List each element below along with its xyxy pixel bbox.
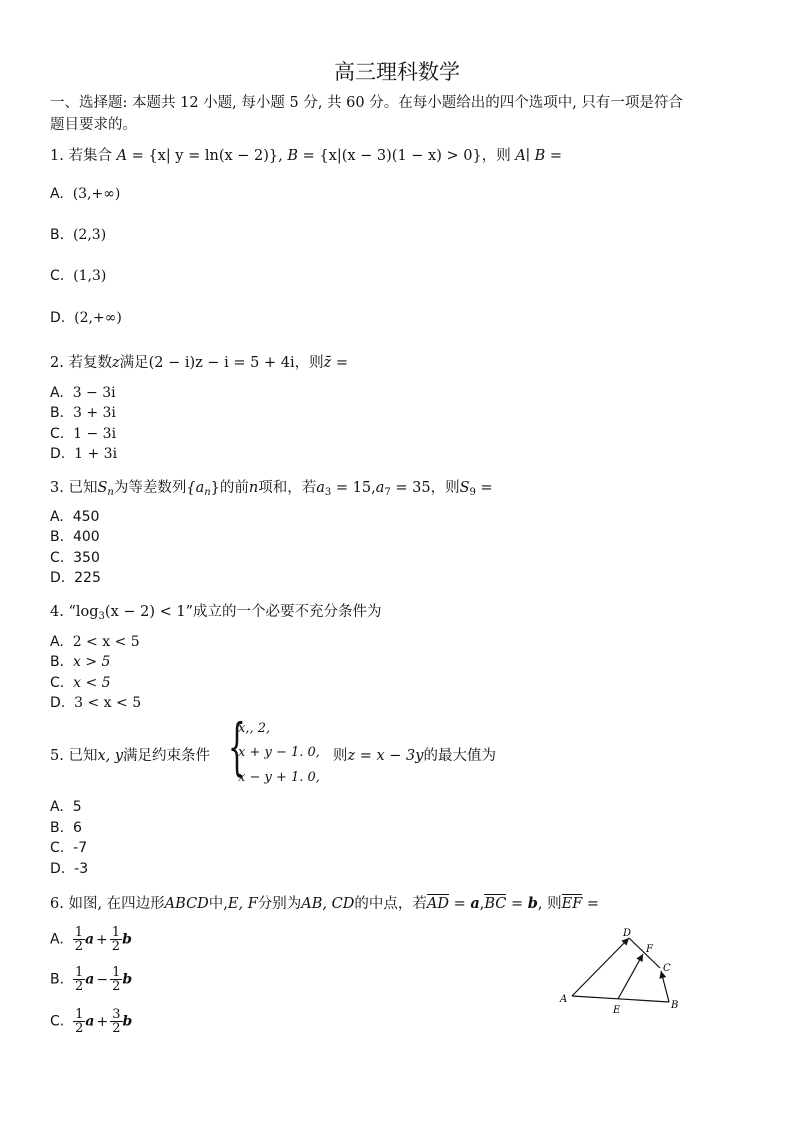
label-d: D [623, 928, 632, 939]
question-3: 3. 已知$S_n$为等差数列$\{a_n\}$的前n项和，若$a_3 = 15,a_7 = 35$，则$S_9$ = [50, 480, 493, 498]
question-1 [50, 144, 562, 165]
q3-option-b: B. 400 [50, 529, 100, 545]
segment-bc [661, 971, 669, 1002]
segment-dc [629, 938, 660, 968]
segment-ef [618, 954, 643, 999]
q4-option-c: C. x < 5 [50, 675, 111, 691]
segment-ad [572, 938, 629, 996]
q2-option-a: A. 3 − 3i [50, 385, 116, 401]
q3-option-d: D. 225 [50, 570, 101, 586]
q1-ask: ，则 [481, 148, 511, 164]
q2-variable-z: z [111, 355, 120, 371]
segment-ab [572, 996, 669, 1002]
q4-option-b: B. x > 5 [50, 654, 111, 670]
question-2: 2. 若复数z满足(2 − i)z − i = 5 + 4i，则z̄ = [50, 355, 349, 371]
vector-ef: EF [561, 896, 583, 912]
section-heading-line1: 一、选择题: 本题共 12 小题, 每小题 5 分, 共 60 分。在每小题给出的四个选项中, 只有一项是符合 [50, 95, 683, 111]
q5-option-b: B. 6 [50, 820, 82, 836]
q6-option-c: C. $\frac{1}{2}$ a + $\frac{3}{2}$ b [50, 1007, 133, 1036]
page-title: 高三理科数学 [334, 60, 460, 84]
q5-tail: 则z = x − 3y的最大值为 [333, 748, 496, 764]
q4-option-a: A. 2 < x < 5 [50, 634, 140, 650]
label-b: B [671, 1000, 679, 1011]
constraint-2: x + y − 1. 0, [238, 745, 320, 760]
q1-lead: 若集合 [68, 148, 112, 164]
q6-option-a: A. $\frac{1}{2}$ a + $\frac{1}{2}$ b [50, 925, 132, 954]
q5-option-c: C. -7 [50, 840, 88, 856]
q1-expression: A∣ B = [515, 148, 563, 164]
label-a: A [560, 994, 568, 1005]
q3-option-a: A. 450 [50, 509, 100, 525]
q1-set-a-def: = {x| y = ln(x − 2)}, [127, 148, 288, 164]
q5-option-a: A. 5 [50, 799, 82, 815]
constraint-3: x − y + 1. 0, [238, 770, 320, 785]
q1-set-b: B [287, 148, 299, 164]
q6-option-b: B. $\frac{1}{2}$ a − $\frac{1}{2}$ b [50, 965, 133, 994]
q1-number: 1. [50, 148, 64, 164]
constraint-1: x,, 2, [238, 721, 271, 736]
q1-set-b-def: = {x|(x − 3)(1 − x) > 0} [298, 148, 482, 164]
q1-option-b: B. (2,3) [50, 227, 107, 243]
q4-option-d: D. 3 < x < 5 [50, 695, 142, 711]
vector-ad: AD [426, 896, 449, 912]
section-heading-line2: 题目要求的。 [50, 117, 137, 133]
q1-set-a: A [116, 148, 128, 164]
constraint-brace: { [228, 710, 246, 783]
question-4: 4. “$\log_3(x - 2) < 1$”成立的一个必要不充分条件为 [50, 604, 382, 622]
q3-option-c: C. 350 [50, 550, 100, 566]
q5-option-d: D. -3 [50, 861, 89, 877]
label-c: C [663, 963, 671, 974]
label-f: F [646, 944, 653, 955]
q1-option-d: D. (2,+∞) [50, 310, 122, 326]
q1-option-c: C. (1,3) [50, 268, 107, 284]
question-6: 6. 如图, 在四边形ABCD中,E, F分别为AB, CD的中点，若AD = a,BC = b, 则EF = [50, 895, 600, 912]
q2-condition: (2 − i)z − i = 5 + 4i [148, 355, 295, 371]
label-e: E [613, 1005, 621, 1016]
q2-option-c: C. 1 − 3i [50, 426, 117, 442]
q2-option-d: D. 1 + 3i [50, 446, 118, 462]
vector-bc: BC [484, 896, 507, 912]
quadrilateral-figure [550, 918, 700, 1018]
q1-option-a: A. (3,+∞) [50, 186, 121, 202]
q2-option-b: B. 3 + 3i [50, 405, 116, 421]
q2-target: z̄ = [323, 355, 349, 371]
question-5: 5. 已知x, y满足约束条件 [50, 748, 211, 764]
